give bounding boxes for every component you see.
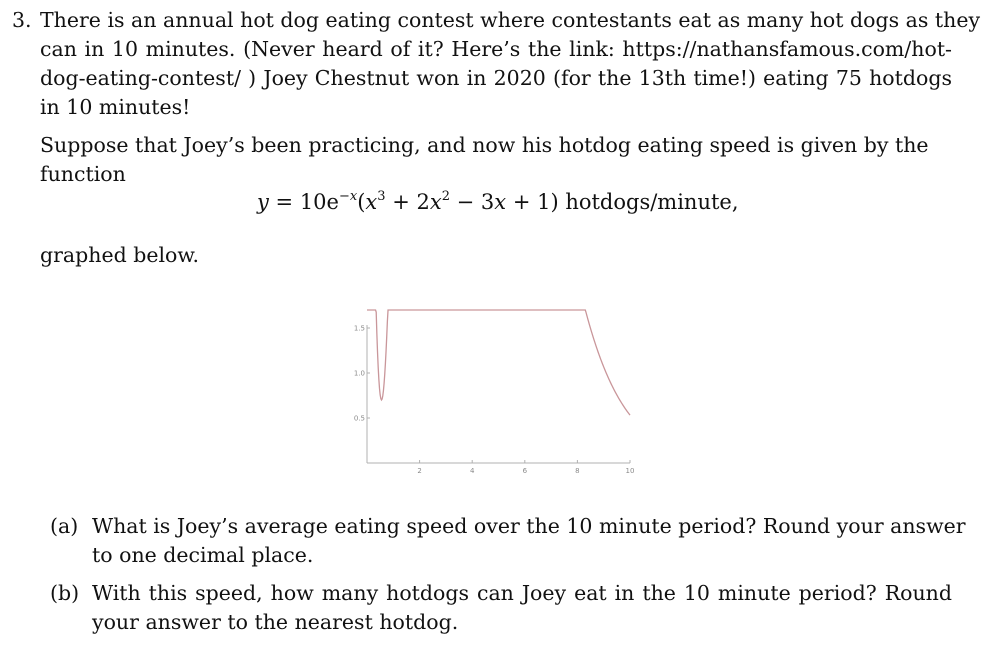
- y-tick-label: 0.5: [353, 414, 365, 423]
- question-number: 3.: [12, 8, 32, 32]
- suppose-line: function: [40, 162, 126, 186]
- part-a-label: (a): [50, 514, 79, 538]
- x-tick-label: 6: [522, 467, 528, 475]
- eq-lhs: y: [257, 190, 269, 214]
- y-tick-label: 1.0: [353, 369, 365, 378]
- eq-exp2: 2: [441, 189, 450, 204]
- eq-tail: + 1) hotdogs/minute,: [506, 190, 739, 214]
- part-b-line-text: With this speed, how many hotdogs can Joey eat in the 10 minute period? Round: [92, 581, 952, 605]
- part-a-line-text: What is Joey’s average eating speed over the 10 minute period? Round your answer: [92, 514, 966, 538]
- intro-line-text: can in 10 minutes. (Never heard of it? Here’s the link: https://nathansfamous.com/hot-: [40, 37, 952, 61]
- speed-curve: [367, 310, 630, 415]
- part-b-text: [92, 579, 952, 637]
- suppose-paragraph: [40, 131, 952, 189]
- part-b-line: [92, 579, 952, 608]
- speed-equation: [257, 188, 739, 217]
- intro-line: [40, 6, 981, 35]
- x-tick-label: 2: [417, 467, 422, 475]
- part-b: [50, 579, 952, 639]
- intro-line-text: dog-eating-contest/ ) Joey Chestnut won in 2020 (for the 13th time!) eating 75 hotdogs: [40, 66, 952, 90]
- intro-line-text: There is an annual hot dog eating contest where contestants eat as many hot dogs as they: [40, 8, 981, 32]
- part-a-line: to one decimal place.: [92, 543, 314, 567]
- intro-line: [40, 64, 952, 93]
- part-a-line: [92, 512, 966, 541]
- intro-line: [40, 35, 952, 64]
- eq-equals: = 10e: [268, 190, 339, 214]
- question-intro-body: [40, 6, 981, 122]
- eq-x2: x: [429, 190, 442, 214]
- eq-x1: x: [365, 190, 378, 214]
- suppose-line: Suppose that Joey’s been practicing, and now his hotdog eating speed is given by the: [40, 133, 929, 157]
- eq-x3: x: [494, 190, 507, 214]
- eq-exp1: 3: [377, 189, 386, 204]
- graphed-below-text: graphed below.: [40, 243, 200, 267]
- x-tick-label: 10: [625, 467, 635, 475]
- intro-line: in 10 minutes!: [40, 95, 191, 119]
- eq-exponent: −x: [338, 189, 358, 204]
- part-b-label: (b): [50, 581, 80, 605]
- eq-open: (: [357, 190, 366, 214]
- speed-chart: [340, 305, 640, 485]
- y-tick-label: 1.5: [353, 324, 365, 333]
- part-b-line: your answer to the nearest hotdog.: [92, 610, 459, 634]
- x-tick-label: 8: [575, 467, 580, 475]
- eq-mid1: + 2: [385, 190, 430, 214]
- eq-mid2: − 3: [449, 190, 495, 214]
- x-tick-label: 4: [469, 467, 475, 475]
- part-a-text: [92, 512, 966, 570]
- part-a: [50, 512, 966, 572]
